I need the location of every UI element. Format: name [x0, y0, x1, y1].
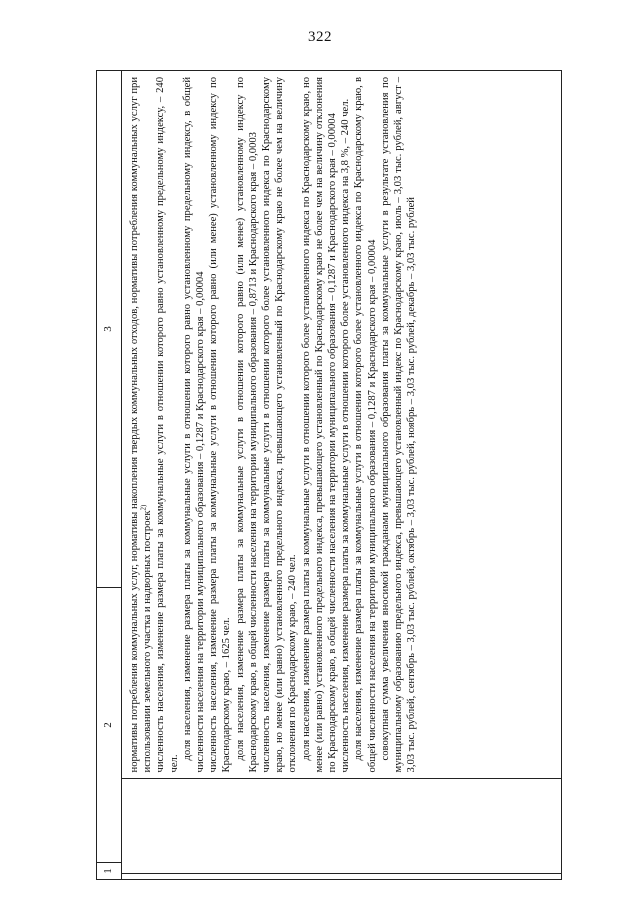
paragraph-text: численность населения, изменение размера платы за коммунальные услуги в отношении которого равно установленному предельному индексу, – 240 чел.: [155, 77, 180, 773]
paragraph-text: доля населения, изменение размера платы за коммунальные услуги в отношении которого более установленного индекса по Краснодарскому краю, но менее (или равно) установленного предельного индекса, превышающего установленный по Краснодарскому краю не более чем на величину отклонения по Краснодарскому краю, в общей численности населения на территории муниципального образования – 0,1287 и Краснодарского края – 0,00004: [300, 77, 339, 773]
table-paragraph: [352, 77, 378, 772]
footnote-marker: 2): [139, 504, 148, 511]
body-col-3-content: [122, 71, 561, 778]
paragraph-text: нормативы потребления коммунальных услуг, нормативы накопления твердых коммунальных отходов, нормативы потребления коммунальных услуг при использовании земельного участка и надворных построек: [129, 77, 154, 773]
paragraph-text: совокупная сумма увеличения вносимой гражданами муниципального образования платы за коммунальные услуги в результате установления по муниципальному образованию предельного индекса, превышающего установленный индекс по Краснодарскому краю, июль – 3,03 тыс. рублей, август – 3,03 тыс. рублей, сентябрь – 3,03 тыс. рублей, октябрь – 3,03 тыс. рублей, ноябрь – 3,03 тыс. рублей, декабрь – 3,03 тыс. рублей: [379, 77, 418, 773]
header-col-1: 1: [97, 862, 121, 879]
table-paragraph: [181, 77, 207, 772]
page-number: 322: [308, 29, 332, 45]
table-paragraph: [154, 77, 180, 772]
paragraph-text: численность населения, изменение размера платы за коммунальные услуги в отношении которого равно (или менее) установленному индексу по Краснодарскому краю, – 1625 чел.: [208, 77, 233, 773]
body-col-2: [122, 778, 561, 872]
body-col-1: [122, 873, 561, 879]
rotated-table: [96, 70, 562, 880]
table-paragraph: [260, 77, 300, 772]
table-body-row: [122, 71, 561, 879]
table-paragraph: [207, 77, 233, 772]
table-header-row: [97, 71, 122, 879]
table-paragraph: [234, 77, 260, 772]
table-paragraph: [339, 77, 352, 772]
header-col-2: 2: [97, 587, 121, 862]
table-paragraph: [300, 77, 340, 772]
paragraph-text: численность населения, изменение размера платы за коммунальные услуги в отношении которого более установленного индекса на 3,8 %, – 240 чел.: [340, 98, 352, 773]
paragraph-text: доля населения, изменение размера платы за коммунальные услуги в отношении которого более установленного индекса по Краснодарскому краю, в общей численности населения на территории муниципального образования – 0,1287 и Краснодарского края – 0,00004: [353, 77, 378, 773]
table-paragraph: [128, 77, 154, 772]
paragraph-text: численность населения, изменение размера платы за коммунальные услуги в отношении которого более установленного индекса по Краснодарскому краю, но менее (или равно) установленного предельного индекса, превышающего установленный по Краснодарскому краю не более чем на величину отклонения по Краснодарскому краю, – 240 чел.: [261, 77, 299, 773]
table-paragraph: [379, 77, 419, 772]
paragraph-text: доля населения, изменение размера платы за коммунальные услуги в отношении которого равно (или менее) установленному индексу по Краснодарскому краю, в общей численности населения на территории муниципального образования – 0,8713 и Краснодарского края – 0,0003: [234, 77, 259, 773]
header-col-3: 3: [102, 326, 114, 332]
paragraph-text: доля населения, изменение размера платы за коммунальные услуги в отношении которого равно установленному предельному индексу, в общей численности населения на территории муниципального образования – 0,1287 и Краснодарского края – 0,00004: [181, 77, 207, 773]
